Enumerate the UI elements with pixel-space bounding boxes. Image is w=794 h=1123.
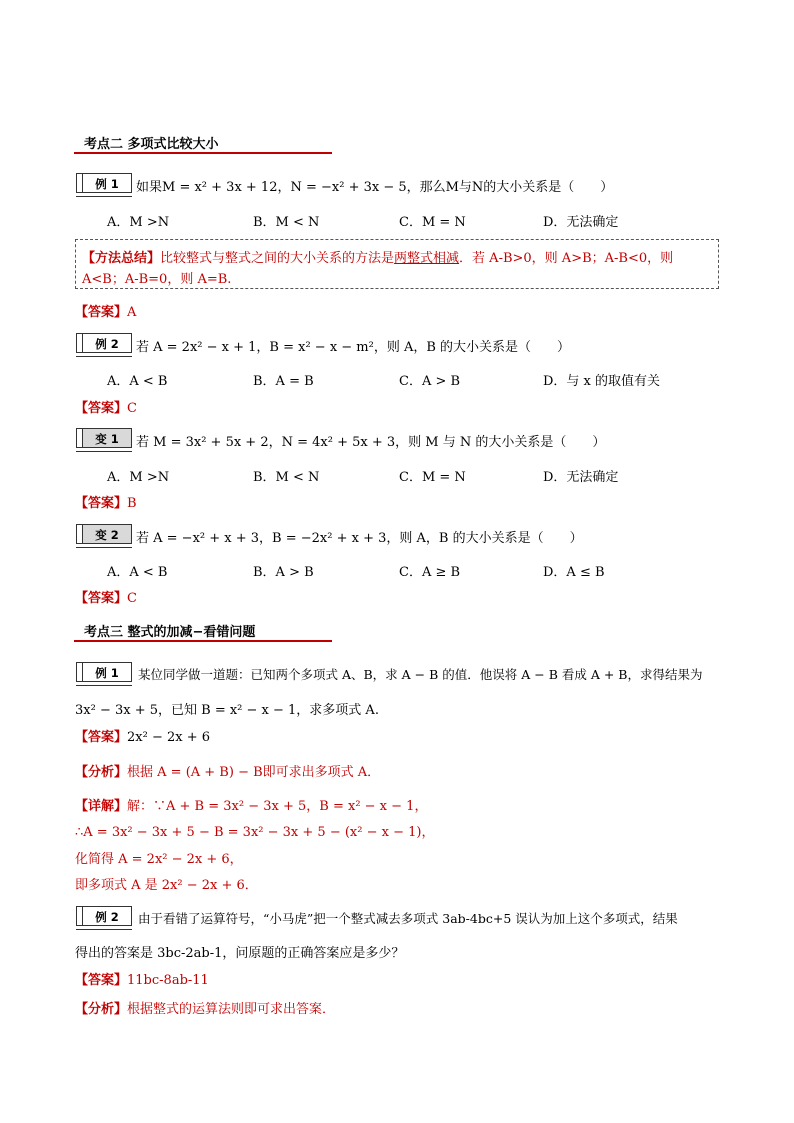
answer-label: 【答案】 — [75, 496, 128, 511]
example-tag: 例 1 — [82, 662, 132, 682]
question-text: 由于看错了运算符号，“小马虎”把一个整式减去多项式 3ab-4bc+5 误认为加上这个多项式，结果 — [138, 911, 678, 926]
method-line-2: A<B；A-B=0，则 A=B. — [82, 272, 232, 287]
option-b: B．M < N — [253, 470, 320, 485]
detail-line-3: 化简得 A = 2x² − 2x + 6， — [75, 852, 243, 867]
answer-line — [75, 587, 137, 606]
method-text: 比较整式与整式之间的大小关系的方法是 — [160, 251, 395, 266]
question-text-2: 3x² − 3x + 5，已知 B = x² − x − 1，求多项式 A. — [75, 703, 379, 718]
tag-decoration — [76, 929, 132, 930]
question-text: 若 A = −x² + x + 3，B = −2x² + x + 3，则 A，B 的大小关系是（ ） — [136, 531, 583, 546]
option-a: A．M >N — [107, 470, 170, 485]
section-underline — [74, 152, 332, 154]
option-c: C．A ≥ B — [399, 565, 461, 580]
answer-label: 【答案】 — [75, 305, 128, 320]
section-title: 考点二 多项式比较大小 — [84, 137, 219, 152]
option-b: B．A = B — [253, 374, 314, 389]
example-tag: 例 2 — [82, 906, 132, 926]
option-c: C．A > B — [399, 374, 461, 389]
method-keyword: 两整式相减 — [394, 251, 460, 266]
question-text-2: 得出的答案是 3bc-2ab-1，问原题的正确答案应是多少？ — [75, 946, 405, 961]
option-d: D．无法确定 — [543, 470, 619, 485]
answer-value: B — [127, 496, 137, 511]
method-text-2: ．若 A-B>0，则 A>B；A-B<0，则 — [459, 251, 674, 266]
option-d: D．无法确定 — [543, 215, 619, 230]
analysis-line — [75, 761, 380, 780]
tag-decoration — [76, 685, 132, 686]
option-b: B．A > B — [253, 565, 314, 580]
detail-label: 【详解】 — [75, 799, 128, 814]
option-a: A．A < B — [107, 565, 168, 580]
detail-line-4: 即多项式 A 是 2x² − 2x + 6． — [75, 878, 258, 893]
answer-line — [75, 492, 137, 511]
tag-decoration — [76, 547, 132, 548]
example-tag: 例 2 — [82, 333, 132, 353]
answer-label: 【答案】 — [75, 401, 128, 416]
tag-decoration — [76, 451, 132, 452]
answer-label: 【答案】 — [75, 730, 128, 745]
answer-value: C — [127, 401, 137, 416]
analysis-text: 根据 A = (A + B) − B即可求出多项式 A． — [127, 765, 381, 780]
analysis-text: 根据整式的运算法则即可求出答案． — [127, 1002, 336, 1017]
answer-value: 2x² − 2x + 6 — [127, 730, 211, 745]
variation-tag: 变 1 — [82, 428, 132, 448]
example-tag: 例 1 — [82, 173, 132, 193]
detail-line-1 — [75, 795, 427, 814]
variation-tag: 变 2 — [82, 524, 132, 544]
analysis-label: 【分析】 — [75, 1002, 128, 1017]
method-label: 【方法总结】 — [82, 251, 161, 266]
option-a: A．M >N — [107, 215, 170, 230]
question-text: 若 A = 2x² − x + 1，B = x² − x − m²，则 A，B 的大小关系是（ ） — [136, 340, 571, 355]
answer-line — [75, 301, 136, 320]
question-text: 某位同学做一道题：已知两个多项式 A、B，求 A − B 的值．他误将 A − B 看成 A + B，求得结果为 — [138, 667, 703, 682]
method-line-1 — [82, 247, 673, 266]
option-a: A．A < B — [107, 374, 168, 389]
option-d: D．A ≤ B — [543, 565, 605, 580]
detail-line-2: ∴A = 3x² − 3x + 5 − B = 3x² − 3x + 5 − (x² − x − 1)， — [75, 825, 435, 840]
analysis-label: 【分析】 — [75, 765, 128, 780]
answer-value: C — [127, 591, 137, 606]
answer-line — [75, 969, 209, 988]
answer-value: A — [127, 305, 137, 320]
section-underline — [74, 640, 332, 642]
option-b: B．M < N — [253, 215, 320, 230]
tag-decoration — [76, 196, 132, 197]
option-d: D．与 x 的取值有关 — [543, 374, 661, 389]
option-c: C．M = N — [399, 215, 466, 230]
option-c: C．M = N — [399, 470, 466, 485]
answer-label: 【答案】 — [75, 591, 128, 606]
question-text: 如果M = x² + 3x + 12，N = −x² + 3x − 5，那么M与N的大小关系是（ ） — [136, 180, 614, 195]
answer-line — [75, 397, 137, 416]
tag-decoration — [76, 356, 132, 357]
answer-label: 【答案】 — [75, 973, 128, 988]
analysis-line — [75, 998, 335, 1017]
answer-line — [75, 726, 210, 745]
detail-text: 解：∵A + B = 3x² − 3x + 5，B = x² − x − 1， — [127, 799, 428, 814]
question-text: 若 M = 3x² + 5x + 2，N = 4x² + 5x + 3，则 M 与 N 的大小关系是（ ） — [136, 435, 606, 450]
answer-value: 11bc-8ab-11 — [127, 973, 209, 988]
section-title: 考点三 整式的加减−看错问题 — [84, 625, 256, 640]
